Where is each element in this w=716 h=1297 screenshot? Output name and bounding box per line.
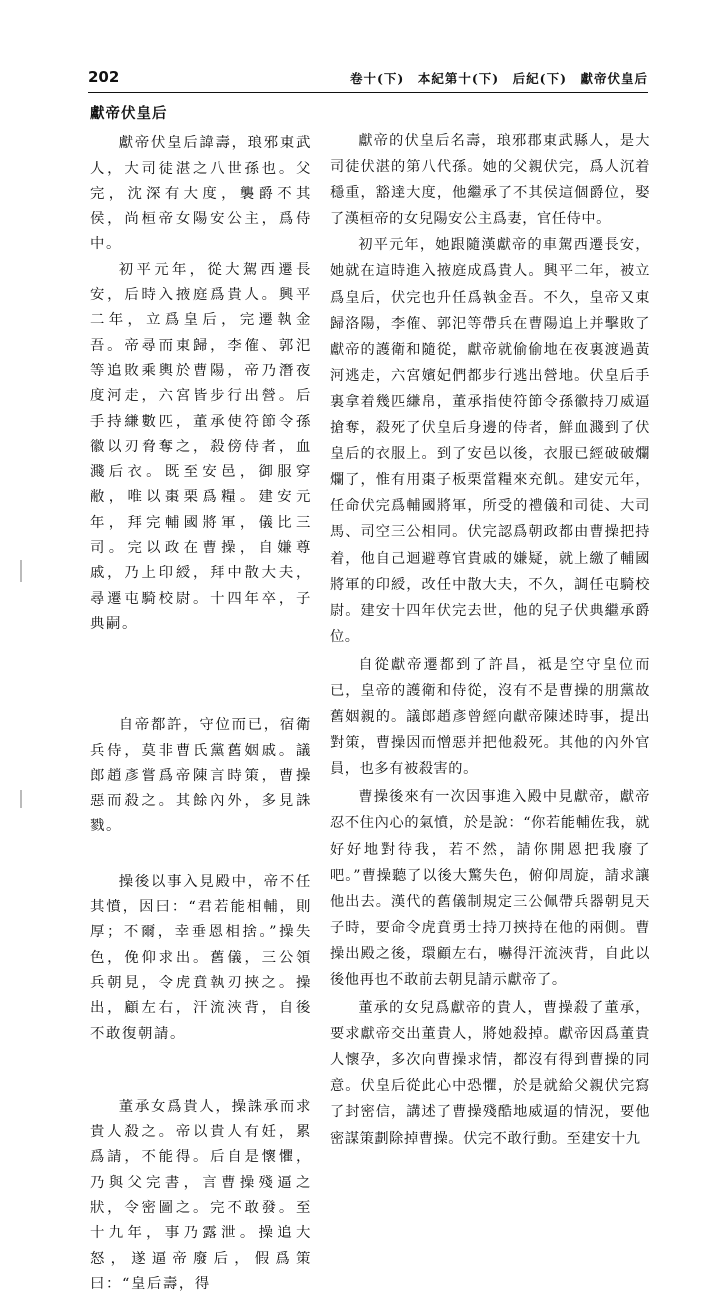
classical-paragraph: 初平元年，從大駕西遷長安，后時入掖庭爲貴人。興平二年，立爲皇后，完遷執金吾。帝尋而東歸，李傕、郭汜等追敗乘輿於曹陽，帝乃潛夜度河走，六宮皆步行出營。后手持縑數匹，董承使符節令孫徽以刃脅奪之，殺傍侍者，血濺后衣。既至安邑，御服穿敝，唯以棗栗爲糧。建安元年，拜完輔國將軍，儀比三司。完以政在曹操，自嫌尊戚，乃上印綬，拜中散大夫，尋遷屯騎校尉。十四年卒，子典嗣。 [90,261,312,632]
classical-paragraph: 自帝都許，守位而已，宿衛兵侍，莫非曹氏黨舊姻戚。議郎趙彥嘗爲帝陳言時策，曹操惡而殺之。其餘內外，多見誅戮。 [90,717,312,835]
classical-paragraph: 獻帝伏皇后諱壽，琅邪東武人，大司徒湛之八世孫也。父完，沈深有大度，襲爵不其侯，尚桓帝女陽安公主，爲侍中。 [90,135,312,253]
translation-text-column [330,128,650,1152]
header-rule [88,92,648,93]
translation-paragraph: 曹操後來有一次因事進入殿中見獻帝，獻帝忍不住內心的氣憤，於是說：“你若能輔佐我，就好好地對待我，若不然，請你開恩把我廢了吧。”曹操聽了以後大驚失色，俯仰周旋，請求讓他出去。漢代的舊儀制規定三公佩帶兵器朝見天子時，要命令虎賁勇士持刀挾持在他的兩側。曹操出殿之後，環顧左右，嚇得汗流浹背，自此以後他再也不敢前去朝見請示獻帝了。 [330,789,650,988]
column-gap [90,637,312,713]
running-head: 卷十(下) 本紀第十(下) 后紀(下) 獻帝伏皇后 [350,71,648,86]
classical-text-column [90,102,312,1297]
column-gap [90,1047,312,1095]
scan-edge-mark [20,790,22,808]
translation-paragraph: 自從獻帝遷都到了許昌，祗是空守皇位而已，皇帝的護衛和侍從，沒有不是曹操的朋黨故舊姻親的。議郎趙彥曾經向獻帝陳述時事，提出對策，曹操因而憎惡并把他殺死。其他的內外官員，也多有被殺害的。 [330,656,650,778]
page-header [88,66,648,90]
translation-paragraph: 獻帝的伏皇后名壽，琅邪郡東武縣人，是大司徒伏湛的第八代孫。她的父親伏完，爲人沉着穩重，豁達大度，他繼承了不其侯這個爵位，娶了漢桓帝的女兒陽安公主爲妻，官任侍中。 [330,133,650,228]
classical-paragraph: 操後以事入見殿中，帝不任其憤，因曰：“君若能相輔，則厚；不爾，幸垂恩相捨。”操失色，俛仰求出。舊儀，三公領兵朝見，令虎賁執刃挾之。操出，顧左右，汗流浹背，自後不敢復朝請。 [90,873,312,1042]
page-number: 202 [88,68,120,86]
translation-paragraph: 初平元年，她跟隨漢獻帝的車駕西遷長安，她就在這時進入掖庭成爲貴人。興平二年，被立爲皇后，伏完也升任爲執金吾。不久，皇帝又東歸洛陽，李傕、郭汜等帶兵在曹陽追上并擊敗了獻帝的護衛和隨從，獻帝就偷偷地在夜裏渡過黃河逃走，六宮嬪妃們都步行逃出營地。伏皇后手裏拿着幾匹縑帛，董承指使符節令孫徽持刀威逼搶奪，殺死了伏皇后身邊的侍者，鮮血濺到了伏皇后的衣服上。到了安邑以後，衣服已經破破爛爛了，惟有用棗子板栗當糧來充飢。建安元年，任命伏完爲輔國將軍，所受的禮儀和司徒、大司馬、司空三公相同。伏完認爲朝政都由曹操把持着，他自己迴避尊官貴戚的嫌疑，就上繳了輔國將軍的印綬，改任中散大夫，不久，調任屯騎校尉。建安十四年伏完去世，他的兒子伏典繼承爵位。 [330,237,650,645]
column-gap [90,840,312,870]
classical-paragraph: 董承女爲貴人，操誅承而求貴人殺之。帝以貴人有妊，累爲請，不能得。后自是懷懼，乃與父完書，言曹操殘逼之狀，令密圖之。完不敢發。至十九年，事乃露泄。操追大怒，遂逼帝廢后，假爲策曰：“皇后壽，得 [90,1098,312,1292]
translation-paragraph: 董承的女兒爲獻帝的貴人，曹操殺了董承，要求獻帝交出董貴人，將她殺掉。獻帝因爲董貴人懷孕，多次向曹操求情，都沒有得到曹操的同意。伏皇后從此心中恐懼，於是就給父親伏完寫了封密信，講述了曹操殘酷地威逼的情況，要他密謀策劃除掉曹操。伏完不敢行動。至建安十九 [330,1000,650,1147]
section-title: 獻帝伏皇后 [90,106,168,122]
scan-edge-mark [20,560,22,582]
